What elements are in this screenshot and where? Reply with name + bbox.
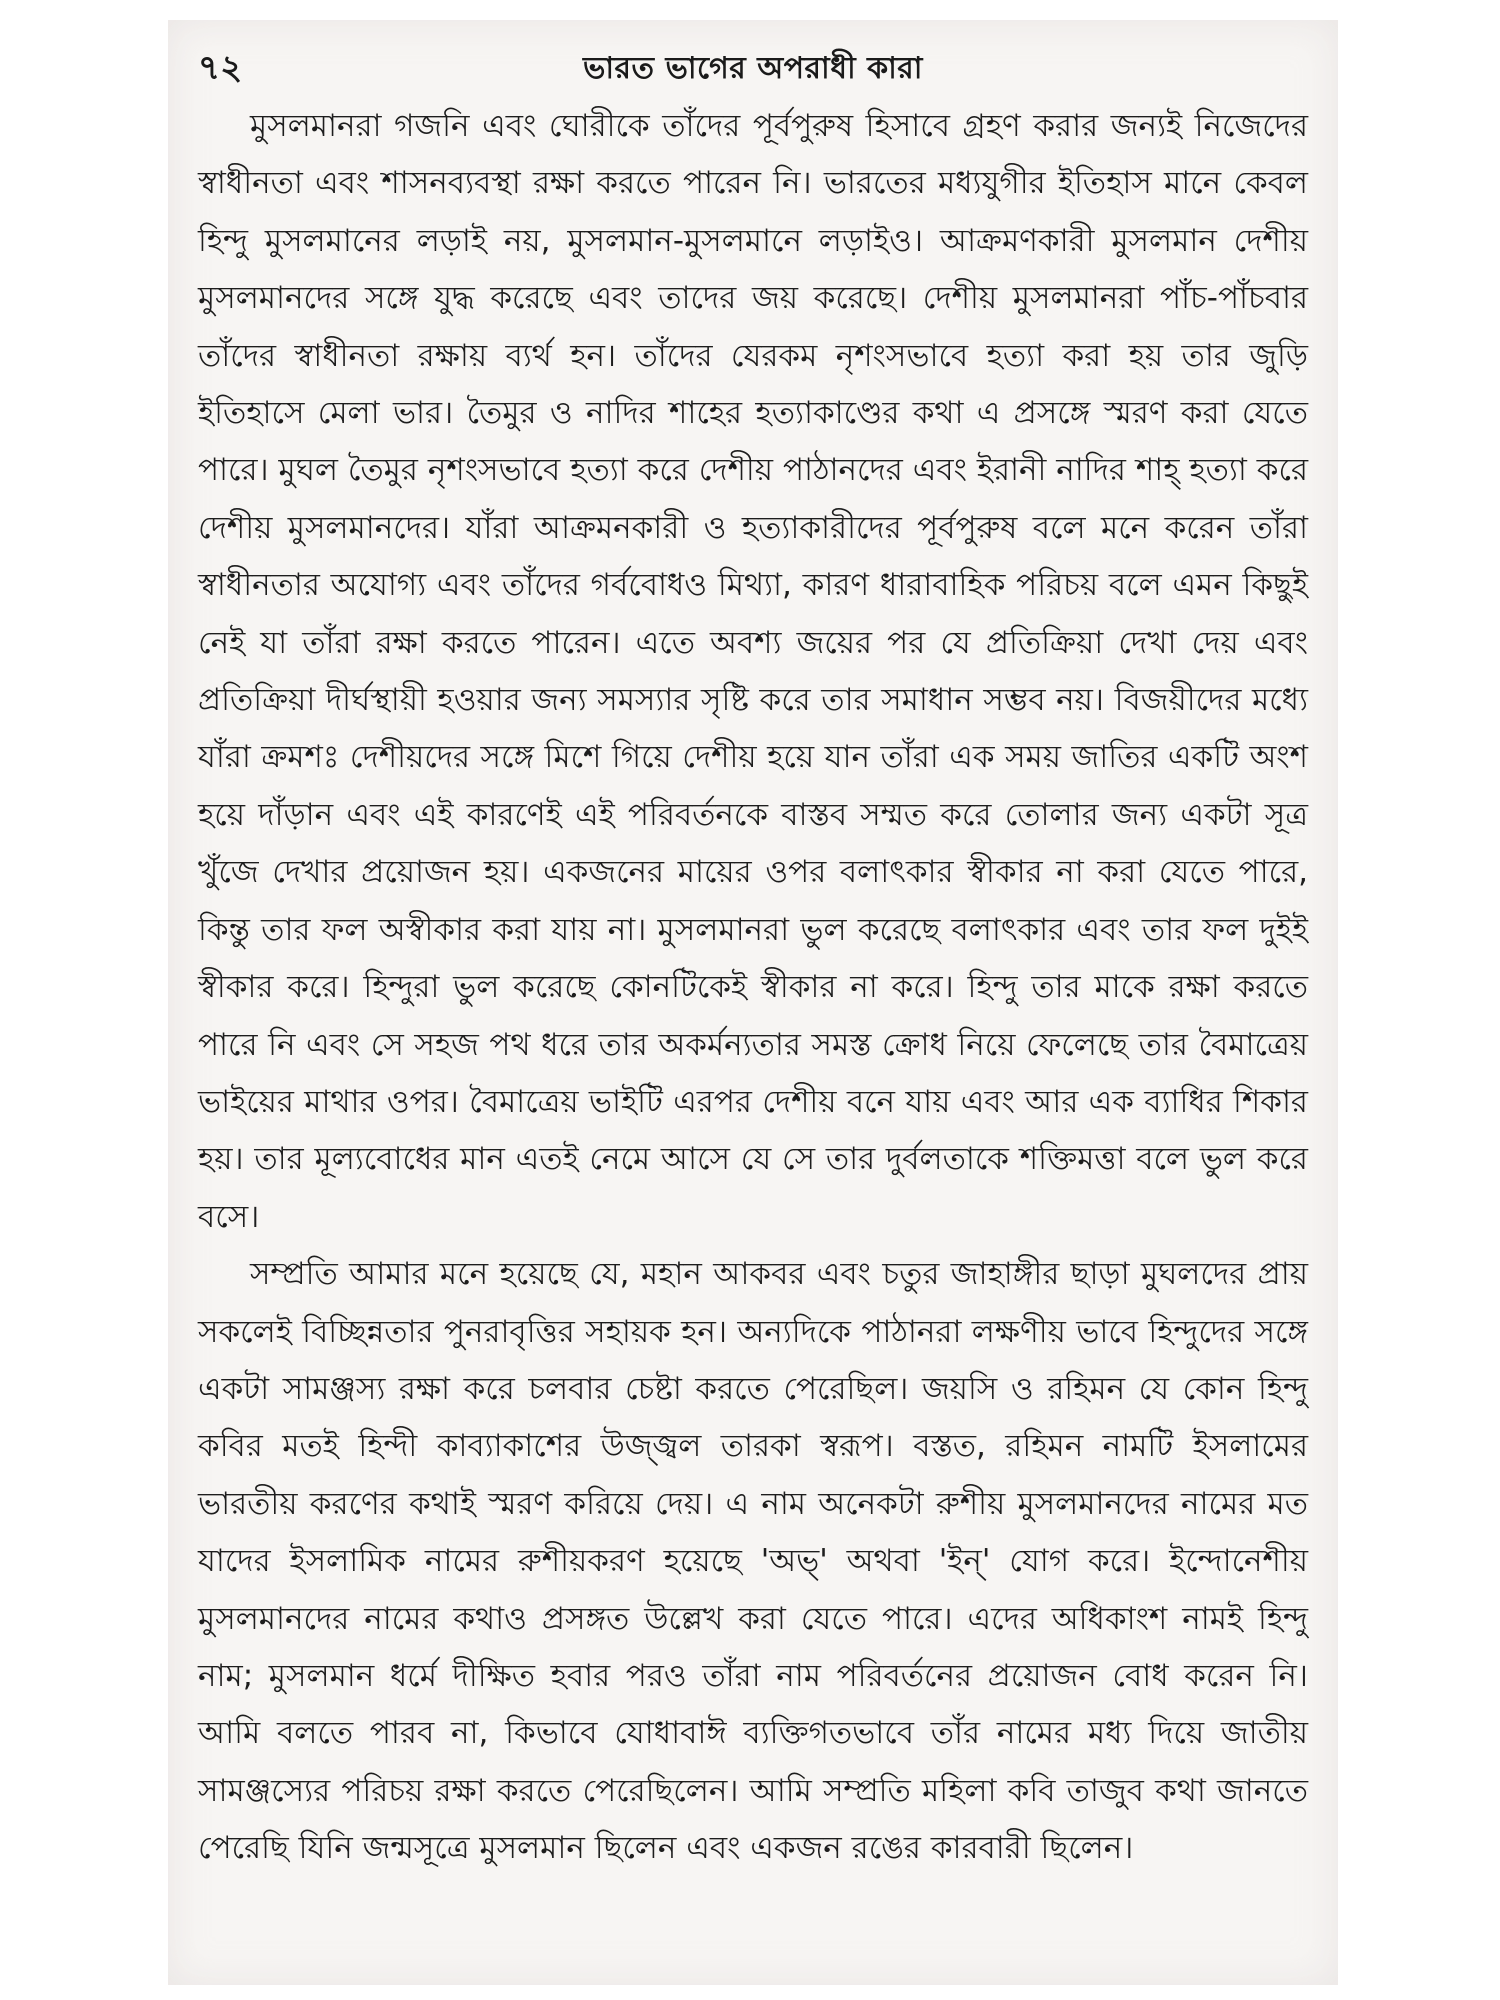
running-title: ভারত ভাগের অপরাধী কারা xyxy=(582,51,923,86)
paragraph-2: সম্প্রতি আমার মনে হয়েছে যে, মহান আকবর এবং চতুর জাহাঙ্গীর ছাড়া মুঘলদের প্রায় সকলেই বিচ্ছিন্নতার পুনরাবৃত্তির সহায়ক হন। অন্যদিকে পাঠানরা লক্ষণীয় ভাবে হিন্দুদের সঙ্গে একটা সামঞ্জস্য রক্ষা করে চলবার চেষ্টা করতে পেরেছিল। জয়সি ও রহিমন যে কোন হিন্দু কবির মতই হিন্দী কাব্যাকাশের উজ্জ্বল তারকা স্বরূপ। বস্তত, রহিমন নামটি ইসলামের ভারতীয় করণের কথাই স্মরণ করিয়ে দেয়। এ নাম অনেকটা রুশীয় মুসলমানদের নামের মত যাদের ইসলামিক নামের রুশীয়করণ হয়েছে 'অভ্' অথবা 'ইন্' যোগ করে। ইন্দোনেশীয় মুসলমানদের নামের কথাও প্রসঙ্গত উল্লেখ করা যেতে পারে। এদের অধিকাংশ নামই হিন্দু নাম; মুসলমান ধর্মে দীক্ষিত হবার পরও তাঁরা নাম পরিবর্তনের প্রয়োজন বোধ করেন নি। আমি বলতে পারব না, কিভাবে যোধাবাঈ ব্যক্তিগতভাবে তাঁর নামের মধ্য দিয়ে জাতীয় সামঞ্জস্যের পরিচয় রক্ষা করতে পেরেছিলেন। আমি সম্প্রতি মহিলা কবি তাজুব কথা জানতে পেরেছি যিনি জন্মসূত্রে মুসলমান ছিলেন এবং একজন রঙের কারবারী ছিলেন। xyxy=(198,1256,1308,1867)
paragraph-1: মুসলমানরা গজনি এবং ঘোরীকে তাঁদের পূর্বপুরুষ হিসাবে গ্রহণ করার জন্যই নিজেদের স্বাধীনতা এবং শাসনব্যবস্থা রক্ষা করতে পারেন নি। ভারতের মধ্যযুগীর ইতিহাস মানে কেবল হিন্দু মুসলমানের লড়াই নয়, মুসলমান-মুসলমানে লড়াইও। আক্রমণকারী মুসলমান দেশীয় মুসলমানদের সঙ্গে যুদ্ধ করেছে এবং তাদের জয় করেছে। দেশীয় মুসলমানরা পাঁচ-পাঁচবার তাঁদের স্বাধীনতা রক্ষায় ব্যর্থ হন। তাঁদের যেরকম নৃশংসভাবে হত্যা করা হয় তার জুড়ি ইতিহাসে মেলা ভার। তৈমুর ও নাদির শাহের হত্যাকাণ্ডের কথা এ প্রসঙ্গে স্মরণ করা যেতে পারে। মুঘল তৈমুর নৃশংসভাবে হত্যা করে দেশীয় পাঠানদের এবং ইরানী নাদির শাহ্ হত্যা করে দেশীয় মুসলমানদের। যাঁরা আক্রমনকারী ও হত্যাকারীদের পূর্বপুরুষ বলে মনে করেন তাঁরা স্বাধীনতার অযোগ্য এবং তাঁদের গর্ববোধও মিথ্যা, কারণ ধারাবাহিক পরিচয় বলে এমন কিছুই নেই যা তাঁরা রক্ষা করতে পারেন। এতে অবশ্য জয়ের পর যে প্রতিক্রিয়া দেখা দেয় এবং প্রতিক্রিয়া দীর্ঘস্থায়ী হওয়ার জন্য সমস্যার সৃষ্টি করে তার সমাধান সম্ভব নয়। বিজয়ীদের মধ্যে যাঁরা ক্রমশঃ দেশীয়দের সঙ্গে মিশে গিয়ে দেশীয় হয়ে যান তাঁরা এক সময় জাতির একটি অংশ হয়ে দাঁড়ান এবং এই কারণেই এই পরিবর্তনকে বাস্তব সম্মত করে তোলার জন্য একটা সূত্র খুঁজে দেখার প্রয়োজন হয়। একজনের মায়ের ওপর বলাৎকার স্বীকার না করা যেতে পারে, কিন্তু তার ফল অস্বীকার করা যায় না। মুসলমানরা ভুল করেছে বলাৎকার এবং তার ফল দুইই স্বীকার করে। হিন্দুরা ভুল করেছে কোনটিকেই স্বীকার না করে। হিন্দু তার মাকে রক্ষা করতে পারে নি এবং সে সহজ পথ ধরে তার অকর্মন্যতার সমস্ত ক্রোধ নিয়ে ফেলেছে তার বৈমাত্রেয় ভাইয়ের মাথার ওপর। বৈমাত্রেয় ভাইটি এরপর দেশীয় বনে যায় এবং আর এক ব্যাধির শিকার হয়। তার মূল্যবোধের মান এতই নেমে আসে যে সে তার দুর্বলতাকে শক্তিমত্তা বলে ভুল করে বসে। xyxy=(198,108,1308,1235)
body-text xyxy=(198,98,1308,1878)
book-page xyxy=(168,20,1338,1985)
page-header xyxy=(198,38,1308,88)
page-number: ৭২ xyxy=(198,48,243,88)
